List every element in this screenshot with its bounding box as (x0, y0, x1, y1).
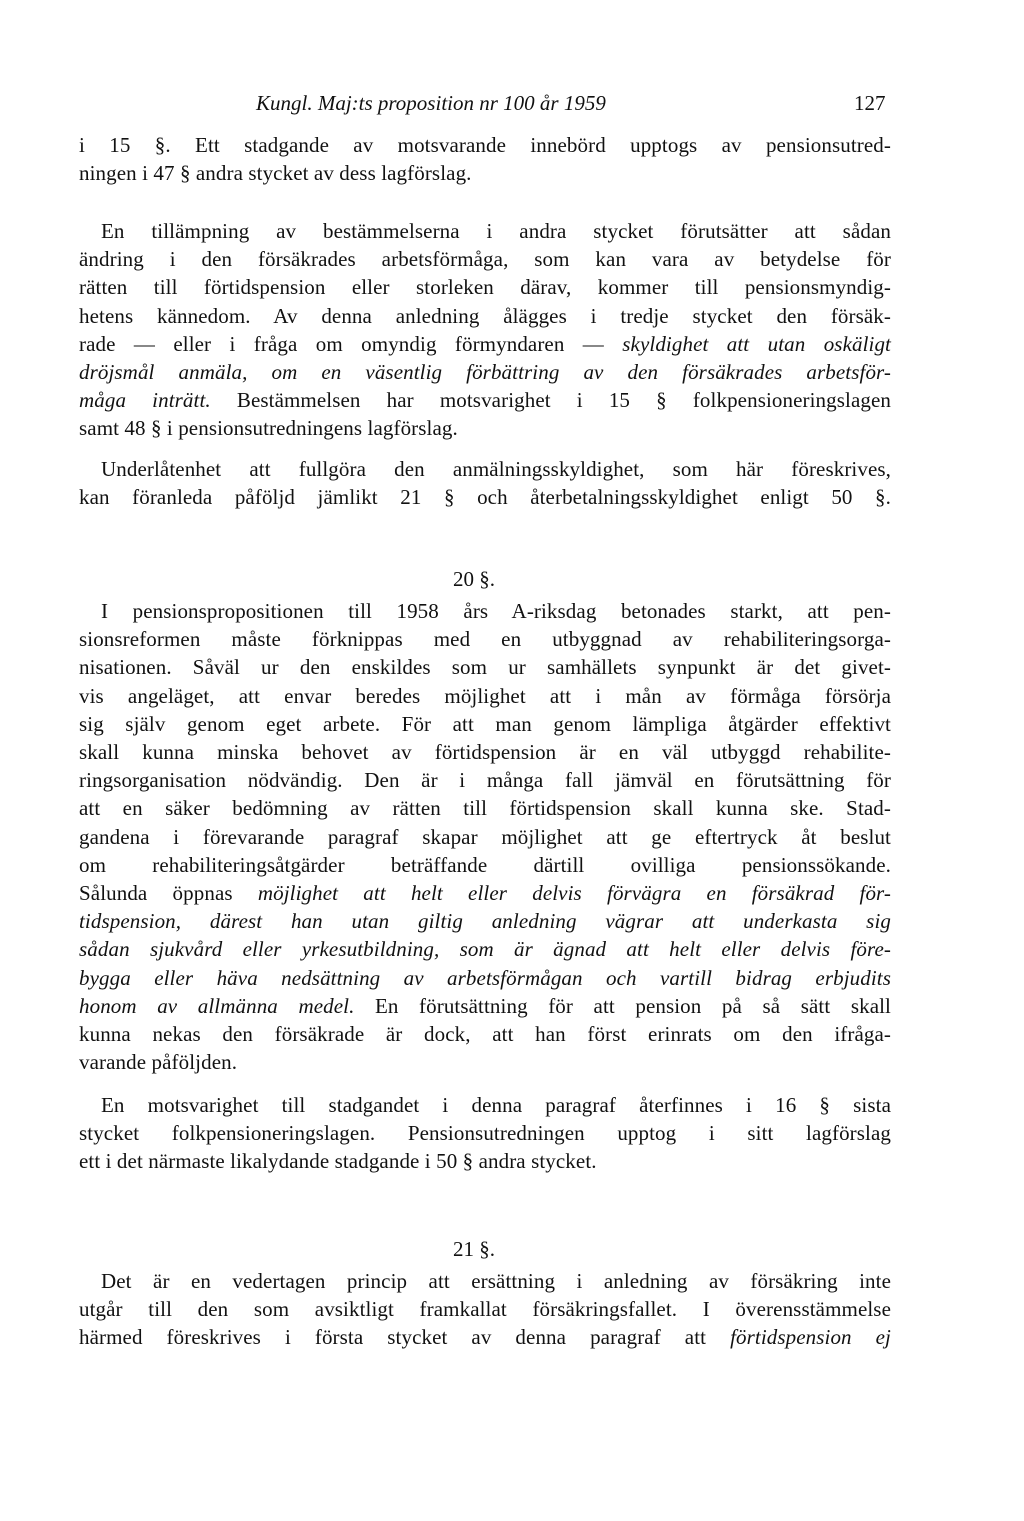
text-segment: En motsvarighet till stadgandet i denna paragraf återfinnes i 16 § sista (101, 1093, 891, 1117)
text-segment: rätten till förtidspension eller storleken därav, kommer till pensionsmyndig- (79, 275, 891, 300)
text-segment: ringsorganisation nödvändig. Den är i många fall jämväl en förutsättning för (79, 768, 891, 793)
text-line (79, 387, 891, 413)
text-segment: gandena i förevarande paragraf skapar möjlighet att ge eftertryck åt beslut (79, 824, 891, 849)
text-segment: Det är en vedertagen princip att ersättning i anledning av försäkring inte (101, 1269, 891, 1293)
text-segment: ningen i 47 § andra stycket av dess lagförslag. (79, 161, 472, 186)
italic-segment: honom av allmänna medel. (79, 993, 355, 1018)
text-line (79, 795, 891, 821)
section-heading: 21 §. (453, 1237, 495, 1261)
text-line (79, 683, 891, 709)
italic-segment: förtidspension ej (730, 1325, 891, 1350)
text-line (79, 880, 891, 906)
italic-segment: skyldighet att utan oskäligt (622, 331, 891, 356)
italic-segment: sådan sjukvård eller yrkesutbildning, som är ägnad att helt eller delvis före- (79, 937, 891, 962)
italic-segment: bygga eller häva nedsättning av arbetsförmågan och vartill bidrag erbjudits (79, 965, 891, 990)
text-segment: rade — eller i fråga om omyndig förmyndaren — (79, 331, 623, 356)
text-segment: stycket folkpensioneringslagen. Pensionsutredningen upptog i sitt lagförslag (79, 1121, 891, 1146)
text-line (79, 359, 891, 385)
text-line (79, 1148, 597, 1174)
text-line (101, 1268, 891, 1294)
text-segment: ett i det närmaste likalydande stadgande i 50 § andra stycket. (79, 1149, 597, 1174)
text-line (79, 908, 891, 934)
text-segment: En tillämpning av bestämmelserna i andra stycket förutsätter att sådan (101, 219, 891, 243)
text-line (79, 1296, 891, 1322)
text-line (79, 1120, 891, 1146)
text-segment: hetens kännedom. Av denna anledning ålägges i tredje stycket den försäk- (79, 303, 891, 328)
text-segment: sig själv genom eget arbete. För att man genom lämpliga åtgärder effektivt (79, 711, 891, 736)
text-line (101, 456, 891, 482)
text-line (79, 303, 891, 329)
italic-segment: dröjsmål anmäla, om en väsentlig förbättring av den försäkrades arbetsför- (79, 360, 891, 384)
text-segment: sionsreformen måste förknippas med en utbyggnad av rehabiliteringsorga- (79, 627, 891, 652)
text-line (79, 852, 891, 878)
text-line (79, 739, 891, 765)
text-line (101, 218, 891, 244)
text-segment: nisationen. Såväl ur den enskildes som ur samhällets synpunkt är det givet- (79, 655, 891, 680)
italic-segment: måga inträtt. (79, 388, 211, 413)
text-segment: i 15 §. Ett stadgande av motsvarande innebörd upptogs av pensionsutred- (79, 133, 891, 157)
text-line (79, 1324, 891, 1350)
text-segment: utgår till den som avsiktligt framkallat försäkringsfallet. I överensstämmelse (79, 1297, 891, 1322)
text-line (79, 767, 891, 793)
text-segment: Bestämmelsen har motsvarighet i 15 § folkpensioneringslagen (210, 388, 891, 413)
text-segment: kan föranleda påföljd jämlikt 21 § och återbetalningsskyldighet enligt 50 §. (79, 485, 891, 510)
text-line (79, 160, 472, 186)
text-segment: ändring i den försäkrades arbetsförmåga, som kan vara av betydelse för (79, 247, 891, 272)
text-segment: Underlåtenhet att fullgöra den anmälningsskyldighet, som här föreskrives, (101, 457, 891, 481)
text-segment: I pensionspropositionen till 1958 års A-riksdag betonades starkt, att pen- (101, 599, 891, 623)
text-segment: vis angeläget, att envar beredes möjlighet att i mån av förmåga försörja (79, 683, 891, 708)
text-line (79, 1049, 237, 1075)
text-segment: samt 48 § i pensionsutredningens lagförslag. (79, 416, 458, 441)
text-line (79, 824, 891, 850)
running-head: Kungl. Maj:ts proposition nr 100 år 1959 (256, 91, 606, 115)
text-line (79, 654, 891, 680)
text-line (79, 936, 891, 962)
section-heading: 20 §. (453, 567, 495, 591)
text-line (101, 598, 891, 624)
text-line (101, 1092, 891, 1118)
text-line (79, 711, 891, 737)
text-segment: att en säker bedömning av rätten till förtidspension skall kunna ske. Stad- (79, 796, 891, 821)
page-number: 127 (854, 91, 886, 115)
text-line (79, 993, 891, 1019)
text-line (79, 1021, 891, 1047)
text-line (79, 626, 891, 652)
text-line (79, 132, 891, 158)
text-line (79, 246, 891, 272)
text-segment: härmed föreskrives i första stycket av denna paragraf att (79, 1325, 731, 1350)
italic-segment: möjlighet att helt eller delvis förvägra en försäkrad för- (257, 881, 891, 905)
text-line (79, 331, 891, 357)
text-line (79, 415, 458, 441)
italic-segment: tidspension, därest han utan giltig anledning vägrar att underkasta sig (79, 909, 891, 934)
text-segment: om rehabiliteringsåtgärder beträffande därtill ovilliga pensionssökande. (79, 852, 891, 877)
text-segment: En förutsättning för att pension på så sätt skall (354, 993, 891, 1018)
text-segment: kunna nekas den försäkrade är dock, att han först erinrats om den ifråga- (79, 1022, 891, 1046)
text-line (79, 274, 891, 300)
text-segment: skall kunna minska behovet av förtidspension är en väl utbyggd rehabilite- (79, 740, 891, 764)
text-segment: varande påföljden. (79, 1050, 238, 1075)
text-line (79, 965, 891, 991)
text-segment: Sålunda öppnas (79, 881, 258, 905)
text-line (79, 484, 891, 510)
